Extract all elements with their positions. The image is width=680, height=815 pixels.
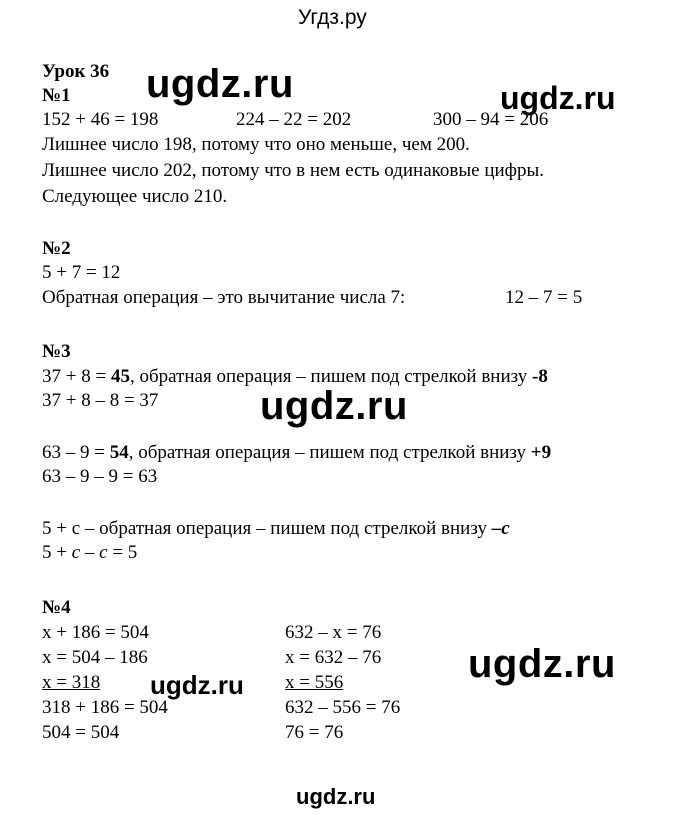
watermark: ugdz.ru xyxy=(146,62,294,106)
watermark: ugdz.ru xyxy=(468,642,616,686)
text-part: – xyxy=(80,542,100,563)
equation: 37 + 8 – 8 = 37 xyxy=(42,390,159,411)
result-value: 54 xyxy=(109,442,129,463)
text-part: , обратная операция – пишем под стрелкой внизу xyxy=(129,366,532,387)
task-number: №1 xyxy=(42,85,71,106)
text-line: Лишнее число 202, потому что в нем есть одинаковые цифры. xyxy=(42,160,544,181)
task-number: №4 xyxy=(42,597,71,618)
equation: 318 + 186 = 504 xyxy=(42,697,168,718)
watermark: ugdz.ru xyxy=(500,80,616,116)
watermark: ugdz.ru xyxy=(150,670,244,700)
equation: 632 – x = 76 xyxy=(285,622,382,643)
equation: 5 + 7 = 12 xyxy=(42,262,121,283)
text-line xyxy=(42,441,551,465)
inverse-operation: –с xyxy=(491,518,510,539)
result-value: 45 xyxy=(110,366,130,387)
text-part: 63 – 9 = xyxy=(42,442,110,463)
text-line: Обратная операция – это вычитание числа 7: xyxy=(42,287,406,308)
equation: 152 + 46 = 198 xyxy=(42,109,159,130)
equation: 504 = 504 xyxy=(42,722,120,743)
variable: с xyxy=(71,542,81,563)
equation: 224 – 22 = 202 xyxy=(236,109,352,130)
lesson-title: Урок 36 xyxy=(42,61,110,82)
text-part: , обратная операция – пишем под стрелкой внизу xyxy=(128,442,531,463)
text-part: = 5 xyxy=(107,542,138,563)
solution-value: x = 556 xyxy=(285,672,344,693)
task-number: №2 xyxy=(42,238,71,259)
text-part: 5 + xyxy=(42,542,72,563)
text-part: 5 + с – обратная операция – пишем под стрелкой внизу xyxy=(42,518,492,539)
variable: с xyxy=(99,542,108,563)
equation: 632 – 556 = 76 xyxy=(285,697,401,718)
equation: x = 632 – 76 xyxy=(285,647,382,668)
equation: x = 504 – 186 xyxy=(42,647,148,668)
equation xyxy=(42,541,137,565)
watermark: ugdz.ru xyxy=(296,784,376,809)
task-number: №3 xyxy=(42,341,71,362)
equation: 12 – 7 = 5 xyxy=(505,287,583,308)
inverse-operation: +9 xyxy=(530,442,552,463)
text-line: Лишнее число 198, потому что оно меньше, чем 200. xyxy=(42,134,470,155)
solution-value: x = 318 xyxy=(42,672,101,693)
text-part: 37 + 8 = xyxy=(42,366,111,387)
inverse-operation: -8 xyxy=(532,366,548,387)
equation: 76 = 76 xyxy=(285,722,344,743)
equation: 300 – 94 = 206 xyxy=(433,109,549,130)
site-header: Угдз.ру xyxy=(298,6,367,29)
watermark: ugdz.ru xyxy=(260,384,408,428)
text-line xyxy=(42,365,548,389)
text-line: Следующее число 210. xyxy=(42,186,228,207)
equation: x + 186 = 504 xyxy=(42,622,149,643)
equation: 63 – 9 – 9 = 63 xyxy=(42,466,158,487)
text-line xyxy=(42,517,510,541)
